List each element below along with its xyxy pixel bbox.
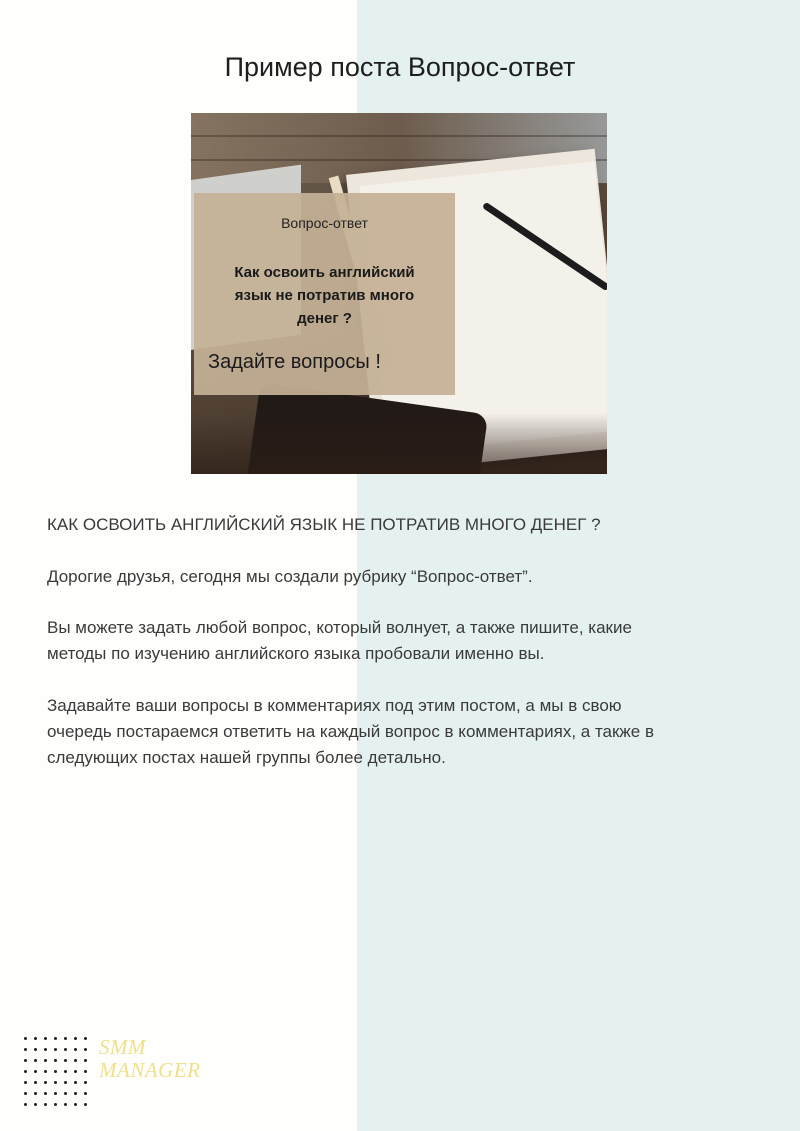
- overlay-call-to-action: Задайте вопросы !: [208, 351, 381, 373]
- overlay-label: Вопрос-ответ: [281, 215, 368, 231]
- overlay-question-line: язык не потратив много: [234, 287, 415, 304]
- logo: [99, 1036, 200, 1082]
- post-paragraph-2: [47, 615, 747, 667]
- paragraph-line: Вы можете задать любой вопрос, который волнует, а также пишите, какие: [47, 618, 632, 637]
- paragraph-line: следующих постах нашей группы более детально.: [47, 748, 446, 767]
- paragraph-line: очередь постараемся ответить на каждый вопрос в комментариях, а также в: [47, 722, 655, 741]
- post-paragraph-3: [47, 693, 747, 771]
- paragraph-line: Задавайте ваши вопросы в комментариях под этим постом, а мы в свою: [47, 696, 622, 715]
- wood-grain: [191, 135, 607, 137]
- page-title: Пример поста Вопрос-ответ: [224, 52, 576, 82]
- overlay-question-line: Как освоить английский: [234, 264, 415, 281]
- post-paragraph-1: Дорогие друзья, сегодня мы создали рубрику “Вопрос-ответ”.: [47, 567, 533, 586]
- overlay-question: [194, 261, 455, 330]
- post-heading: КАК ОСВОИТЬ АНГЛИЙСКИЙ ЯЗЫК НЕ ПОТРАТИВ МНОГО ДЕНЕГ ?: [47, 515, 601, 534]
- paragraph-line: методы по изучению английского языка пробовали именно вы.: [47, 644, 545, 663]
- post-image-overlay: [194, 193, 455, 395]
- logo-line-manager: MANAGER: [99, 1058, 201, 1082]
- overlay-question-line: денег ?: [297, 310, 352, 327]
- dot-grid-icon: [20, 1033, 92, 1111]
- table-shadow: [191, 413, 607, 474]
- logo-line-smm: SMM: [99, 1035, 146, 1059]
